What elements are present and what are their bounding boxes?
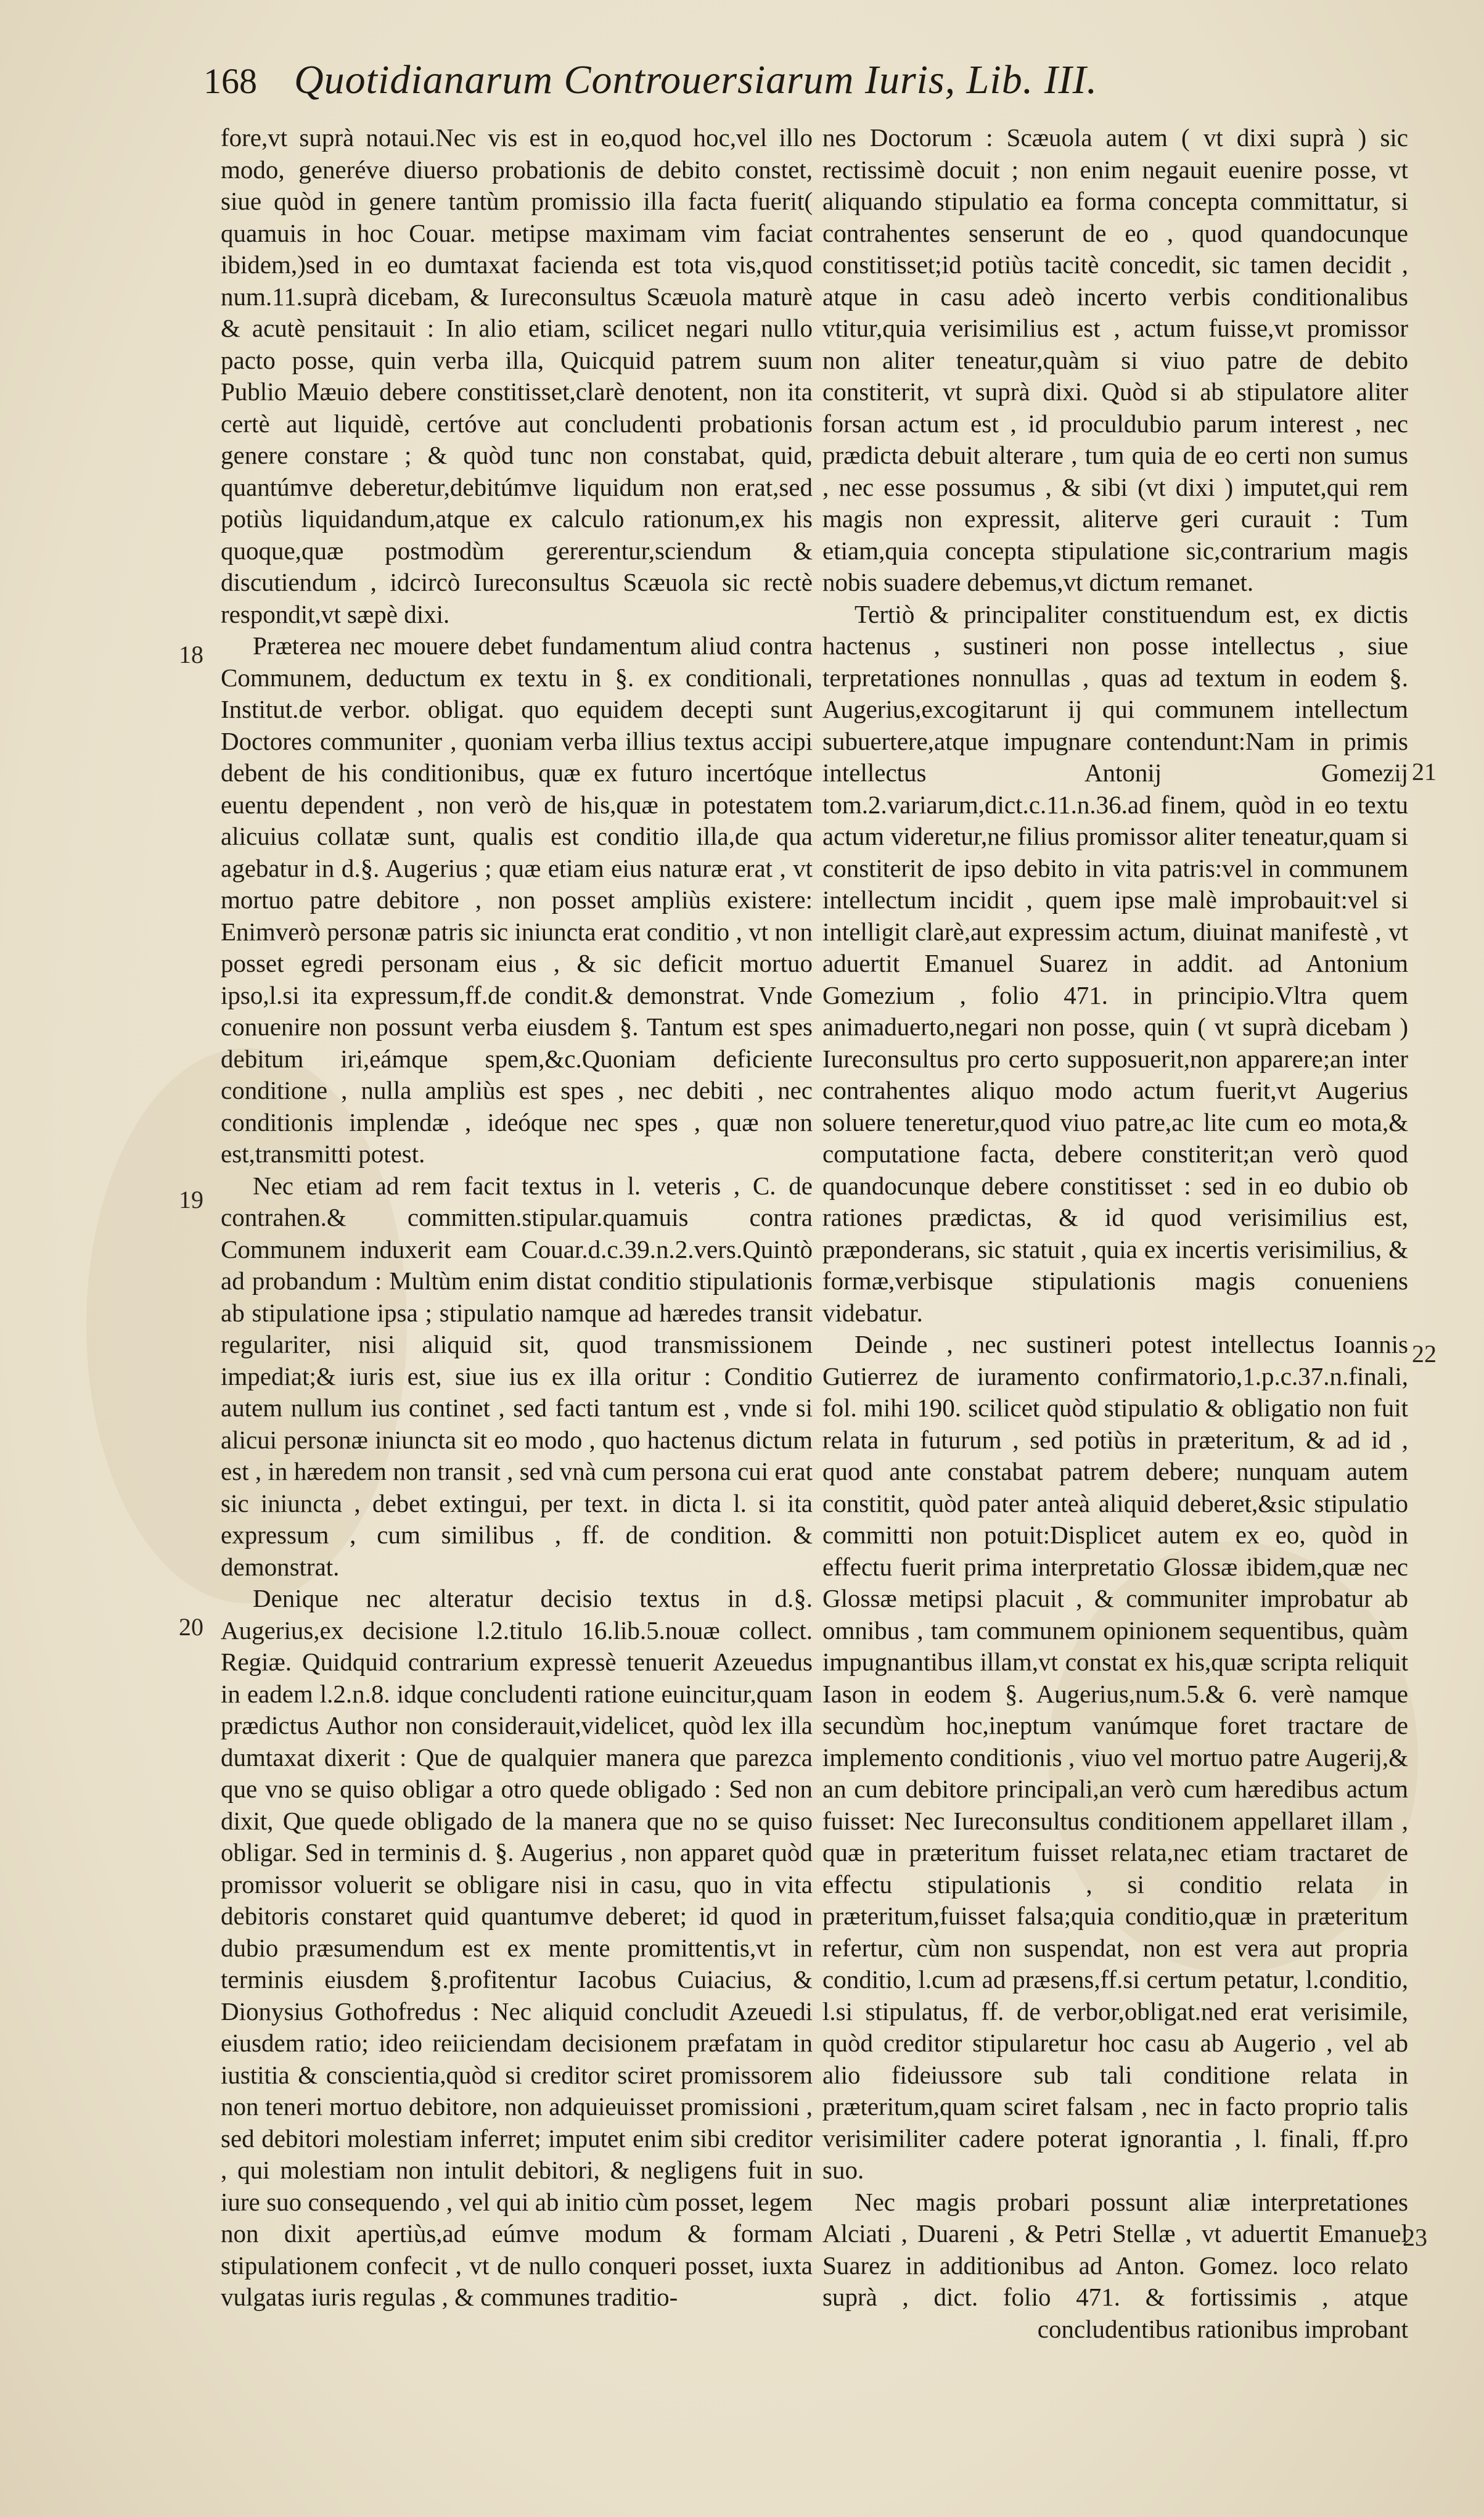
page-number: 168 — [203, 61, 257, 101]
paragraph: fore,vt suprà notaui.Nec vis est in eo,quod hoc,vel illo modo, generéve diuerso probationis de debito constet, siue quòd in genere tantùm promissio illa facta fuerit( quamuis in hoc Couar. metipse maximam vim faciat ibidem,)sed in eo dumtaxat facienda est tota vis,quod num.11.suprà dicebam, & Iureconsultus Scæuola maturè & acutè pensitauit : In alio etiam, scilicet negari nullo pacto posse, quin verba illa, Quicquid patrem suum Publio Mæuio debere constitisset,clarè denotent, non ita certè aut liquidè, certóve aut concludenti probationis genere constare ; & quòd tunc non constabat, quid, quantúmve deberetur,debitúmve liquidum non erat,sed potiùs liquidandum,atque ex calculo rationum,ex his quoque,quæ postmodùm gererentur,sciendum & discutiendum , idcircò Iureconsultus Scæuola sic rectè respondit,vt sæpè dixi. — [221, 123, 813, 628]
right-column — [822, 122, 1408, 2490]
paragraph: Tertiò & principaliter constituendum est, ex dictis hactenus , sustineri non posse intellectus , siue terpretationes nonnullas , quas ad textum in eodem §. Augerius,excogitarunt ij qui communem intellectum subuertere,atque impugnare contendunt:Nam in primis intellectus Antonij Gomezij tom.2.variarum,dict.c.11.n.36.ad finem, quòd in eo textu actum videretur,ne filius promissor aliter teneatur,quam si constiterit de ipso debito in vita patris:vel in communem intellectum incidit , quem ipse malè improbauit:vel si intelligit clarè,aut expressim actum, diuinat manifestè , vt aduertit Emanuel Suarez in addit. ad Antonium Gomezium , folio 471. in principio.Vltra quem animaduerto,negari non posse, quin ( vt suprà dicebam ) Iureconsultus pro certo supposuerit,non apparere;an inter contrahentes aliquo modo actum fuerit,vt Augerius soluere teneretur,quod viuo patre,ac lite cum eo mota,& computatione facta, debere constiterit;an verò quod quandocunque debere constitisset : sed in eo dubio ob rationes prædictas, & id quod verisimilius est, præponderans, sic statuit , quia ex incertis verisimilius, & formæ,verbisque stipulationis magis conueniens videbatur. — [822, 599, 1408, 1327]
page-header — [203, 57, 1289, 113]
margin-number: 22 — [1412, 1340, 1437, 1368]
running-title: Quotidianarum Controuersiarum Iuris, Lib. III. — [294, 57, 1098, 102]
margin-number: 23 — [1403, 2223, 1427, 2251]
paragraph: Nec etiam ad rem facit textus in l. veteris , C. de contrahen.& committen.stipular.quamuis contra Communem induxerit eam Couar.d.c.39.n.2.vers.Quintò ad probandum : Multùm enim distat conditio stipulationis ab stipulatione ipsa ; stipulatio namque ad hæredes transit regulariter, nisi aliquid sit, quod transmissionem impediat;& iuris est, siue ius ex illa oritur : Conditio autem nullum ius continet , sed facti tantum est , vnde si alicui personæ iniuncta sit eo modo , quo hactenus dictum est , in hæredem non transit , sed vnà cum persona cui erat sic iniuncta , debet extingui, per text. in dicta l. si ita expressum , cum similibus , ff. de condition. & demonstrat. — [221, 1171, 813, 1581]
paragraph: Nec magis probari possunt aliæ interpretationes Alciati , Duareni , & Petri Stellæ , vt aduertit Emanuel Suarez in additionibus ad Anton. Gomez. loco relato suprà , dict. folio 471. & fortissimis , atque concludentibus rationibus improbant — [822, 2187, 1408, 2343]
paragraph: Præterea nec mouere debet fundamentum aliud contra Communem, deductum ex textu in §. ex conditionali, Institut.de verbor. obligat. quo equidem decepti sunt Doctores communiter , quoniam verba illius textus accipi debent de his conditionibus, quæ ex futuro incertóque euentu dependent , non verò de his,quæ in potestatem alicuius collatæ sunt, qualis est conditio illa,de qua agebatur in d.§. Augerius ; quæ etiam eius naturæ erat , vt mortuo patre debitore , non posset ampliùs existere: Enimverò personæ patris sic iniuncta erat conditio , vt non posset egredi personam eius , & sic deficit mortuo ipso,l.si ita expressum,ff.de condit.& demonstrat. Vnde conuenire non possunt verba eiusdem §. Tantum est spes debitum iri,eámque spem,&c.Quoniam deficiente conditione , nulla ampliùs est spes , nec debiti , nec conditionis implendæ , ideóque nec spes , quæ non est,transmitti potest. — [221, 631, 813, 1168]
margin-number: 19 — [179, 1186, 203, 1213]
paragraph: Deinde , nec sustineri potest intellectus Ioannis Gutierrez de iuramento confirmatorio,1.p.c.37.n.finali, fol. mihi 190. scilicet quòd stipulatio & obligatio non fuit relata in futurum , sed potiùs in præteritum, & ad id , quod ante constabat patrem debere; nunquam autem constitit, quòd pater anteà aliquid deberet,&sic stipulatio committi non potuit:Displicet autem ex eo, quòd in effectu fuerit prima interpretatio Glossæ ibidem,quæ nec Glossæ metipsi placuit , & communiter improbatur ab omnibus , tam communem opinionem sequentibus, quàm impugnantibus illam,vt constat ex his,quæ scripta reliquit Iason in eodem §. Augerius,num.5.& 6. verè namque secundùm hoc,ineptum vanúmque foret tractare de implemento conditionis , viuo vel mortuo patre Augerij,& an cum debitore principali,an verò cum hæredibus actum fuisset: Nec Iureconsultus conditionem appellaret illam , quæ in præteritum fuisset relata,nec etiam tractaret de effectu stipulationis , si conditio relata in præteritum,fuisset falsa;quia conditio,quæ in præteritum refertur, cùm non suspendat, non est vera aut propria conditio, l.cum ad præsens,ff.si certum petatur, l.conditio, l.si stipulatus, ff. de verbor,obligat.ned erat verisimile, quòd creditor stipularetur hoc casu ab Augerio , vel ab alio fideiussore sub tali conditione relata in præteritum,quam sciret falsam , nec in facto proprio talis verisimiliter cadere poterat ignorantia , l. finali, ff.pro suo. — [822, 1330, 1408, 2184]
paragraph: nes Doctorum : Scæuola autem ( vt dixi suprà ) sic rectissimè docuit ; non enim negauit euenire posse, vt aliquando stipulatio ea forma concepta committatur, si contrahentes senserunt de eo , quod quandocunque constitisset;id potiùs tacitè concedit, sic tamen decidit , atque in casu adeò incerto verbis conditionalibus vtitur,quia verisimilius est , actum fuisse,vt promissor non aliter teneatur,quàm si viuo patre de debito constiterit, vt suprà dixi. Quòd si ab stipulatore aliter forsan actum est , id proculdubio parum interest , nec prædicta debuit alterare , tum quia de eo certi non sumus , nec esse possumus , & sibi (vt dixi ) imputet,qui rem magis non expressit, aliterve geri curauit : Tum etiam,quia concepta stipulatione sic,contrarium magis nobis suadere debemus,vt dictum remanet. — [822, 123, 1408, 596]
margin-number: 21 — [1412, 758, 1437, 786]
left-column — [221, 122, 813, 2490]
paragraph: Denique nec alteratur decisio textus in d.§. Augerius,ex decisione l.2.titulo 16.lib.5.nouæ collect. Regiæ. Quidquid contrarium expressè tenuerit Azeuedus in eadem l.2.n.8. idque concludenti ratione euincitur,quam prædictus Author non considerauit,videlicet, quòd lex illa dumtaxat dixerit : Que de qualquier manera que parezca que vno se quiso obligar a otro quede obligado : Sed non dixit, Que quede obligado de la manera que no se quiso obligar. Sed in terminis d. §. Augerius , non apparet quòd promissor voluerit se obligare nisi in casu, quo in vita debitoris constaret quid quantumve deberet; id quod in dubio præsumendum est ex mente promittentis,vt in terminis eiusdem §.profitentur Iacobus Cuiacius, & Dionysius Gothofredus : Nec aliquid concludit Azeuedi eiusdem ratio; ideo reiiciendam decisionem præfatam in iustitia & conscientia,quòd si creditor sciret promissorem non teneri mortuo debitore, non adquieuisset promissioni , sed debitori molestiam inferret; imputet enim sibi creditor , qui molestiam non intulit debitori, & negligens fuit in iure suo consequendo , vel qui ab initio cùm posset, legem non dixit apertiùs,ad eúmve modum & formam stipulationem confecit , vt de nullo conqueri posset, iuxta vulgatas iuris regulas , & communes traditio- — [221, 1584, 813, 2311]
margin-number: 20 — [179, 1613, 203, 1641]
margin-number: 18 — [179, 641, 203, 668]
